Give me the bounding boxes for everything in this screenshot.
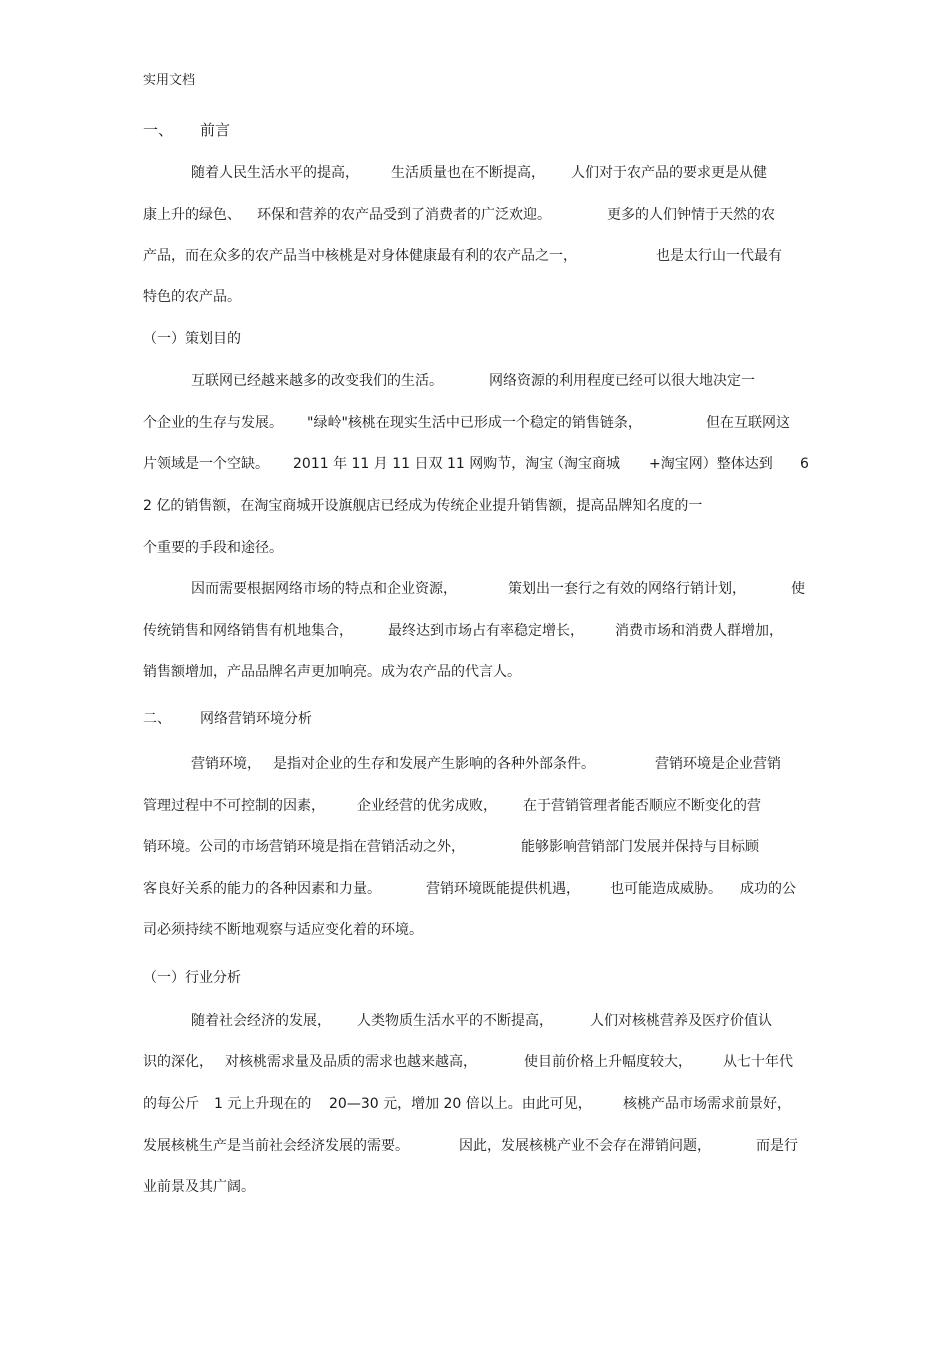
- text-run: 1 元上升现在的: [214, 1096, 312, 1112]
- text-run: 也是太行山一代最有: [656, 248, 782, 264]
- text-run: 互联网已经越来越多的改变我们的生活。: [191, 373, 443, 389]
- text-run: 对核桃需求量及品质的需求也越来越高，: [225, 1054, 477, 1070]
- text-run: 6: [800, 456, 809, 472]
- text-run: 销售额增加，产品品牌名声更加响亮。成为农产品的代言人。: [143, 664, 521, 680]
- text-run: 业前景及其广阔。: [143, 1179, 255, 1195]
- text-run: 也可能造成威胁。: [610, 881, 722, 897]
- text-run: 最终达到市场占有率稳定增长，: [388, 623, 584, 639]
- text-run: 识的深化，: [143, 1054, 213, 1070]
- text-run: 销环境。公司的市场营销环境是指在营销活动之外，: [143, 839, 465, 855]
- text-run: 人们对于农产品的要求更是从健: [571, 165, 767, 181]
- text-run: 因而需要根据网络市场的特点和企业资源，: [191, 581, 457, 597]
- text-run: 因此，发展核桃产业不会存在滞销问题，: [459, 1138, 711, 1154]
- text-run: 使: [791, 581, 805, 597]
- text-run: 核桃产品市场需求前景好，: [623, 1096, 791, 1112]
- text-run: 生活质量也在不断提高，: [391, 165, 545, 181]
- text-run: 在于营销管理者能否顺应不断变化的营: [523, 798, 761, 814]
- text-run: 更多的人们钟情于天然的农: [607, 207, 775, 223]
- text-run: 人类物质生活水平的不断提高，: [357, 1013, 553, 1029]
- text-run: 片领域是一个空缺。: [143, 456, 269, 472]
- text-run: 随着社会经济的发展，: [191, 1013, 331, 1029]
- section-title: 前言: [200, 121, 231, 139]
- text-run: 人们对核桃营养及医疗价值认: [590, 1013, 772, 1029]
- text-run: （淘宝商城: [550, 456, 620, 472]
- text-run: 营销环境既能提供机遇，: [426, 881, 580, 897]
- text-run: 是指对企业的生存和发展产生影响的各种外部条件。: [273, 756, 595, 772]
- text-run: 产品，而在众多的农产品当中核桃是对身体健康最有利的农产品之一，: [143, 248, 577, 264]
- section-title: 网络营销环境分析: [200, 711, 312, 727]
- text-run: 的每公斤: [143, 1096, 199, 1112]
- text-run: 发展核桃生产是当前社会经济发展的需要。: [143, 1138, 409, 1154]
- page-header: 实用文档: [143, 73, 196, 88]
- text-run: 消费市场和消费人群增加，: [615, 623, 783, 639]
- text-run: 传统销售和网络销售有机地集合，: [143, 623, 353, 639]
- text-run: 能够影响营销部门发展并保持与目标顾: [521, 839, 759, 855]
- text-run: 环保和营养的农产品受到了消费者的广泛欢迎。: [257, 207, 551, 223]
- text-run: 成功的公: [740, 881, 796, 897]
- text-run: +淘宝网）整体达到: [649, 456, 773, 472]
- text-run: 企业经营的优劣成败，: [357, 798, 497, 814]
- text-run: 网络资源的利用程度已经可以很大地决定一: [489, 373, 755, 389]
- text-run: 2 亿的销售额，在淘宝商城开设旗舰店已经成为传统企业提升销售额，提高品牌知名度的一: [143, 498, 703, 514]
- subsection-title: （一）策划目的: [143, 331, 241, 347]
- section-number: 一、: [143, 121, 174, 139]
- subsection-title: （一）行业分析: [143, 970, 241, 986]
- text-run: 个重要的手段和途径。: [143, 540, 283, 556]
- text-run: 司必须持续不断地观察与适应变化着的环境。: [143, 922, 423, 938]
- text-run: 但在互联网这: [706, 415, 790, 431]
- text-run: 2011 年 11 月 11 日双 11 网购节，淘宝: [293, 456, 554, 472]
- text-run: 客良好关系的能力的各种因素和力量。: [143, 881, 381, 897]
- text-run: 特色的农产品。: [143, 289, 241, 305]
- text-run: 营销环境，: [191, 756, 261, 772]
- text-run: 20—30 元，增加 20 倍以上。由此可见，: [329, 1096, 592, 1112]
- text-run: 个企业的生存与发展。: [143, 415, 283, 431]
- section-number: 二、: [143, 711, 171, 727]
- text-run: "绿岭"核桃在现实生活中已形成一个稳定的销售链条，: [307, 415, 642, 431]
- text-run: 策划出一套行之有效的网络行销计划，: [508, 581, 746, 597]
- text-run: 营销环境是企业营销: [655, 756, 781, 772]
- text-run: 随着人民生活水平的提高，: [191, 165, 359, 181]
- text-run: 而是行: [756, 1138, 798, 1154]
- text-run: 管理过程中不可控制的因素，: [143, 798, 325, 814]
- text-run: 康上升的绿色、: [143, 207, 241, 223]
- text-run: 从七十年代: [723, 1054, 793, 1070]
- text-run: 使目前价格上升幅度较大，: [524, 1054, 692, 1070]
